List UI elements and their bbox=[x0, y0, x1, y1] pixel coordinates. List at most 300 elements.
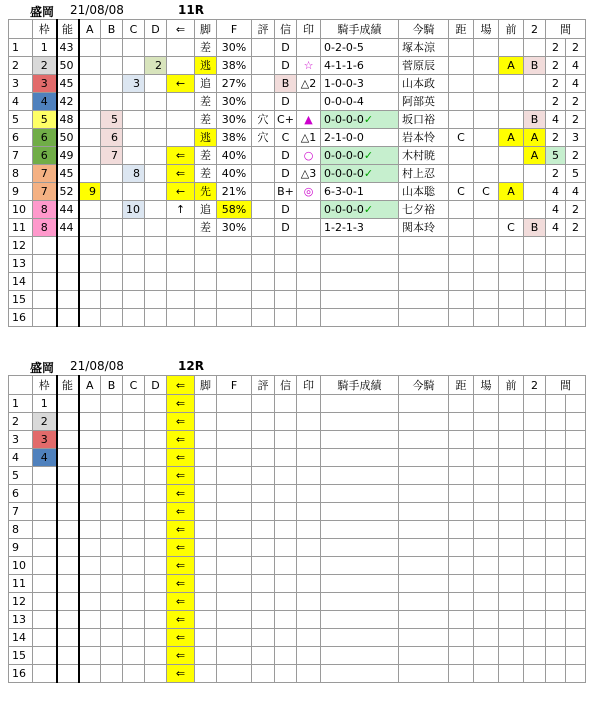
race12-col-course: 場 bbox=[474, 376, 499, 395]
cell-waku: 8 bbox=[33, 219, 57, 237]
cell-i1 bbox=[546, 467, 566, 485]
cell-waku: 2 bbox=[33, 413, 57, 431]
cell-prev bbox=[499, 413, 524, 431]
table-row bbox=[9, 431, 586, 449]
cell-trust: D bbox=[275, 147, 297, 165]
cell-waku bbox=[33, 237, 57, 255]
cell-c bbox=[123, 575, 145, 593]
cell-jockey bbox=[399, 557, 449, 575]
cell-a bbox=[79, 449, 101, 467]
cell-rating bbox=[252, 255, 275, 273]
cell-ability bbox=[57, 575, 79, 593]
cell-mark: ◎ bbox=[297, 183, 321, 201]
cell-c bbox=[123, 611, 145, 629]
cell-ability bbox=[57, 273, 79, 291]
cell-two: B bbox=[524, 57, 546, 75]
table-row bbox=[9, 665, 586, 683]
race11-table bbox=[8, 19, 586, 327]
cell-prev bbox=[499, 237, 524, 255]
cell-mark: ☆ bbox=[297, 57, 321, 75]
jockey-record-text: 1-0-0-3 bbox=[324, 77, 364, 90]
cell-arrow: ⇐ bbox=[167, 449, 195, 467]
cell-dist bbox=[449, 665, 474, 683]
cell-i2 bbox=[566, 413, 586, 431]
cell-record bbox=[321, 309, 399, 327]
cell-i2: 2 bbox=[566, 111, 586, 129]
cell-trust bbox=[275, 665, 297, 683]
cell-no: 12 bbox=[9, 237, 33, 255]
cell-a bbox=[79, 503, 101, 521]
cell-prev: C bbox=[499, 219, 524, 237]
cell-a bbox=[79, 467, 101, 485]
cell-jockey bbox=[399, 593, 449, 611]
cell-i2: 5 bbox=[566, 165, 586, 183]
cell-i1 bbox=[546, 273, 566, 291]
cell-a bbox=[79, 39, 101, 57]
cell-dist bbox=[449, 57, 474, 75]
cell-record bbox=[321, 165, 399, 183]
cell-b bbox=[101, 575, 123, 593]
cell-prev bbox=[499, 467, 524, 485]
cell-b: 7 bbox=[101, 147, 123, 165]
cell-dist bbox=[449, 219, 474, 237]
cell-ability bbox=[57, 503, 79, 521]
check-icon: ✓ bbox=[363, 203, 374, 216]
cell-style bbox=[195, 255, 217, 273]
race11-col-mark: 印 bbox=[297, 20, 321, 39]
table-row bbox=[9, 309, 586, 327]
cell-two bbox=[524, 485, 546, 503]
table-row bbox=[9, 147, 586, 165]
cell-two bbox=[524, 647, 546, 665]
jockey-record-text: 2-1-0-0 bbox=[324, 131, 364, 144]
table-row bbox=[9, 291, 586, 309]
cell-jockey: 菅原辰 bbox=[399, 57, 449, 75]
cell-i2 bbox=[566, 291, 586, 309]
cell-ability: 52 bbox=[57, 183, 79, 201]
cell-two bbox=[524, 75, 546, 93]
cell-f bbox=[217, 291, 252, 309]
cell-record bbox=[321, 575, 399, 593]
cell-f: 21% bbox=[217, 183, 252, 201]
cell-style bbox=[195, 539, 217, 557]
cell-i1 bbox=[546, 255, 566, 273]
cell-ability: 44 bbox=[57, 219, 79, 237]
cell-style bbox=[195, 611, 217, 629]
cell-i1 bbox=[546, 291, 566, 309]
cell-c bbox=[123, 273, 145, 291]
cell-d bbox=[145, 237, 167, 255]
cell-f bbox=[217, 413, 252, 431]
cell-prev bbox=[499, 449, 524, 467]
cell-f bbox=[217, 557, 252, 575]
cell-ability bbox=[57, 557, 79, 575]
table-row bbox=[9, 255, 586, 273]
cell-record bbox=[321, 93, 399, 111]
cell-waku: 8 bbox=[33, 201, 57, 219]
cell-i2: 2 bbox=[566, 147, 586, 165]
cell-b bbox=[101, 255, 123, 273]
cell-d bbox=[145, 129, 167, 147]
cell-two bbox=[524, 629, 546, 647]
cell-i2 bbox=[566, 665, 586, 683]
cell-course bbox=[474, 129, 499, 147]
cell-i1: 4 bbox=[546, 201, 566, 219]
race11-col-dist: 距 bbox=[449, 20, 474, 39]
cell-a bbox=[79, 93, 101, 111]
cell-f bbox=[217, 503, 252, 521]
cell-style: 追 bbox=[195, 75, 217, 93]
cell-mark bbox=[297, 503, 321, 521]
cell-no: 15 bbox=[9, 647, 33, 665]
cell-i2 bbox=[566, 503, 586, 521]
cell-style bbox=[195, 521, 217, 539]
cell-course bbox=[474, 449, 499, 467]
cell-prev bbox=[499, 201, 524, 219]
cell-mark bbox=[297, 237, 321, 255]
cell-prev bbox=[499, 111, 524, 129]
cell-mark bbox=[297, 273, 321, 291]
cell-prev bbox=[499, 39, 524, 57]
cell-d bbox=[145, 611, 167, 629]
cell-course bbox=[474, 629, 499, 647]
table-row bbox=[9, 575, 586, 593]
cell-ability bbox=[57, 647, 79, 665]
cell-record bbox=[321, 129, 399, 147]
cell-f bbox=[217, 395, 252, 413]
cell-prev bbox=[499, 309, 524, 327]
cell-rating bbox=[252, 593, 275, 611]
cell-style bbox=[195, 273, 217, 291]
cell-record bbox=[321, 219, 399, 237]
cell-arrow: ⇐ bbox=[167, 665, 195, 683]
cell-f bbox=[217, 449, 252, 467]
cell-c bbox=[123, 93, 145, 111]
cell-no: 4 bbox=[9, 449, 33, 467]
cell-arrow bbox=[167, 57, 195, 75]
cell-rating bbox=[252, 665, 275, 683]
race11-col-jockey: 今騎 bbox=[399, 20, 449, 39]
cell-course bbox=[474, 57, 499, 75]
cell-c bbox=[123, 255, 145, 273]
race12-table bbox=[8, 375, 586, 683]
cell-two bbox=[524, 273, 546, 291]
cell-no: 6 bbox=[9, 485, 33, 503]
cell-prev bbox=[499, 75, 524, 93]
cell-rating bbox=[252, 647, 275, 665]
cell-a: 9 bbox=[79, 183, 101, 201]
cell-record bbox=[321, 557, 399, 575]
cell-mark bbox=[297, 539, 321, 557]
race11-col-ability: 能 bbox=[57, 20, 79, 39]
cell-c bbox=[123, 129, 145, 147]
cell-jockey bbox=[399, 273, 449, 291]
race12-header bbox=[0, 356, 609, 374]
cell-course bbox=[474, 165, 499, 183]
cell-waku: 7 bbox=[33, 183, 57, 201]
cell-no: 13 bbox=[9, 255, 33, 273]
cell-prev bbox=[499, 93, 524, 111]
race11-col-no bbox=[9, 20, 33, 39]
cell-ability bbox=[57, 413, 79, 431]
cell-record bbox=[321, 593, 399, 611]
check-icon: ✓ bbox=[363, 113, 374, 126]
cell-dist bbox=[449, 521, 474, 539]
cell-prev: A bbox=[499, 129, 524, 147]
cell-course bbox=[474, 665, 499, 683]
cell-waku bbox=[33, 467, 57, 485]
cell-mark bbox=[297, 201, 321, 219]
cell-trust: C bbox=[275, 129, 297, 147]
jockey-record-text: 0-0-0-0 bbox=[324, 203, 364, 216]
cell-arrow: ⇐ bbox=[167, 503, 195, 521]
race12-col-ability: 能 bbox=[57, 376, 79, 395]
cell-arrow bbox=[167, 39, 195, 57]
cell-prev bbox=[499, 593, 524, 611]
cell-waku bbox=[33, 575, 57, 593]
cell-d bbox=[145, 449, 167, 467]
cell-jockey: 七夕裕 bbox=[399, 201, 449, 219]
cell-no: 6 bbox=[9, 129, 33, 147]
race11-col-style: 脚 bbox=[195, 20, 217, 39]
cell-c bbox=[123, 431, 145, 449]
cell-no: 13 bbox=[9, 611, 33, 629]
cell-course bbox=[474, 521, 499, 539]
cell-two bbox=[524, 611, 546, 629]
cell-rating bbox=[252, 201, 275, 219]
cell-course bbox=[474, 485, 499, 503]
cell-b bbox=[101, 467, 123, 485]
cell-style bbox=[195, 575, 217, 593]
cell-course bbox=[474, 575, 499, 593]
cell-arrow: ⇐ bbox=[167, 165, 195, 183]
table-row bbox=[9, 93, 586, 111]
cell-a bbox=[79, 75, 101, 93]
cell-i2 bbox=[566, 237, 586, 255]
cell-rating bbox=[252, 611, 275, 629]
cell-i2 bbox=[566, 395, 586, 413]
cell-course bbox=[474, 291, 499, 309]
cell-i1 bbox=[546, 611, 566, 629]
race11-col-rating: 評 bbox=[252, 20, 275, 39]
cell-ability: 44 bbox=[57, 201, 79, 219]
cell-dist bbox=[449, 557, 474, 575]
cell-prev bbox=[499, 165, 524, 183]
race12-col-jockey: 今騎 bbox=[399, 376, 449, 395]
cell-waku: 4 bbox=[33, 449, 57, 467]
cell-prev bbox=[499, 665, 524, 683]
race12-date: 21/08/08 bbox=[70, 359, 124, 373]
cell-two bbox=[524, 557, 546, 575]
cell-i2 bbox=[566, 431, 586, 449]
cell-f bbox=[217, 431, 252, 449]
cell-course bbox=[474, 557, 499, 575]
cell-a bbox=[79, 395, 101, 413]
cell-rating bbox=[252, 503, 275, 521]
cell-d bbox=[145, 431, 167, 449]
cell-no: 12 bbox=[9, 593, 33, 611]
cell-rating bbox=[252, 75, 275, 93]
cell-b bbox=[101, 309, 123, 327]
cell-i2 bbox=[566, 309, 586, 327]
cell-f: 40% bbox=[217, 165, 252, 183]
cell-ability bbox=[57, 237, 79, 255]
race12-col-jockey_record: 騎手成績 bbox=[321, 376, 399, 395]
cell-a bbox=[79, 557, 101, 575]
cell-jockey bbox=[399, 629, 449, 647]
cell-waku bbox=[33, 557, 57, 575]
cell-dist bbox=[449, 575, 474, 593]
race12-col-style: 脚 bbox=[195, 376, 217, 395]
cell-mark bbox=[297, 39, 321, 57]
race12-col-a: A bbox=[79, 376, 101, 395]
jockey-record-text: 6-3-0-1 bbox=[324, 185, 364, 198]
cell-style bbox=[195, 413, 217, 431]
cell-two bbox=[524, 539, 546, 557]
cell-d bbox=[145, 147, 167, 165]
race12-col-rating: 評 bbox=[252, 376, 275, 395]
cell-i1 bbox=[546, 521, 566, 539]
cell-arrow: ⇐ bbox=[167, 629, 195, 647]
cell-record bbox=[321, 431, 399, 449]
cell-jockey: 村上忍 bbox=[399, 165, 449, 183]
cell-b bbox=[101, 431, 123, 449]
cell-no: 11 bbox=[9, 219, 33, 237]
cell-record bbox=[321, 665, 399, 683]
cell-two: B bbox=[524, 219, 546, 237]
cell-two: B bbox=[524, 111, 546, 129]
race11-col-c: C bbox=[123, 20, 145, 39]
cell-d bbox=[145, 593, 167, 611]
cell-d bbox=[145, 647, 167, 665]
table-row bbox=[9, 557, 586, 575]
cell-trust: D bbox=[275, 201, 297, 219]
cell-no: 1 bbox=[9, 395, 33, 413]
race11-number: 11R bbox=[178, 3, 204, 17]
cell-waku bbox=[33, 521, 57, 539]
cell-i1: 2 bbox=[546, 39, 566, 57]
cell-rating bbox=[252, 237, 275, 255]
cell-c bbox=[123, 291, 145, 309]
cell-b bbox=[101, 611, 123, 629]
cell-waku bbox=[33, 273, 57, 291]
cell-rating bbox=[252, 557, 275, 575]
cell-i1 bbox=[546, 237, 566, 255]
cell-i2 bbox=[566, 449, 586, 467]
cell-mark bbox=[297, 557, 321, 575]
cell-trust bbox=[275, 611, 297, 629]
cell-d bbox=[145, 75, 167, 93]
table-row bbox=[9, 647, 586, 665]
cell-d bbox=[145, 503, 167, 521]
cell-i2 bbox=[566, 593, 586, 611]
cell-course bbox=[474, 93, 499, 111]
race11-col-prev: 前 bbox=[499, 20, 524, 39]
cell-ability: 48 bbox=[57, 111, 79, 129]
cell-dist bbox=[449, 629, 474, 647]
cell-jockey bbox=[399, 485, 449, 503]
cell-a bbox=[79, 611, 101, 629]
cell-no: 5 bbox=[9, 111, 33, 129]
cell-two bbox=[524, 413, 546, 431]
cell-d bbox=[145, 219, 167, 237]
cell-waku bbox=[33, 291, 57, 309]
cell-b bbox=[101, 273, 123, 291]
cell-jockey: 岩本怜 bbox=[399, 129, 449, 147]
cell-trust: D bbox=[275, 57, 297, 75]
cell-i1: 2 bbox=[546, 165, 566, 183]
cell-b bbox=[101, 485, 123, 503]
cell-jockey bbox=[399, 309, 449, 327]
cell-d bbox=[145, 165, 167, 183]
cell-i2 bbox=[566, 629, 586, 647]
cell-jockey bbox=[399, 665, 449, 683]
cell-i1 bbox=[546, 485, 566, 503]
cell-rating bbox=[252, 147, 275, 165]
cell-waku: 3 bbox=[33, 75, 57, 93]
cell-ability bbox=[57, 449, 79, 467]
cell-f bbox=[217, 539, 252, 557]
cell-no: 9 bbox=[9, 539, 33, 557]
cell-waku bbox=[33, 309, 57, 327]
cell-ability bbox=[57, 431, 79, 449]
cell-trust: D bbox=[275, 219, 297, 237]
cell-mark: ▲ bbox=[297, 111, 321, 129]
race12-col-c: C bbox=[123, 376, 145, 395]
cell-d: 2 bbox=[145, 57, 167, 75]
cell-jockey bbox=[399, 611, 449, 629]
cell-course bbox=[474, 395, 499, 413]
cell-jockey bbox=[399, 255, 449, 273]
cell-c bbox=[123, 219, 145, 237]
race12-col-no bbox=[9, 376, 33, 395]
cell-d bbox=[145, 39, 167, 57]
cell-mark bbox=[297, 93, 321, 111]
cell-arrow bbox=[167, 111, 195, 129]
cell-record bbox=[321, 237, 399, 255]
cell-style: 差 bbox=[195, 219, 217, 237]
cell-i2: 2 bbox=[566, 201, 586, 219]
cell-dist bbox=[449, 593, 474, 611]
cell-prev bbox=[499, 395, 524, 413]
cell-waku bbox=[33, 593, 57, 611]
cell-arrow: ↑ bbox=[167, 201, 195, 219]
cell-no: 3 bbox=[9, 431, 33, 449]
cell-mark bbox=[297, 485, 321, 503]
cell-prev bbox=[499, 539, 524, 557]
race12-col-f: F bbox=[217, 376, 252, 395]
cell-mark bbox=[297, 575, 321, 593]
table-row bbox=[9, 611, 586, 629]
cell-no: 9 bbox=[9, 183, 33, 201]
cell-two bbox=[524, 39, 546, 57]
cell-prev bbox=[499, 147, 524, 165]
cell-b bbox=[101, 75, 123, 93]
cell-dist bbox=[449, 539, 474, 557]
cell-waku: 7 bbox=[33, 165, 57, 183]
cell-trust: D bbox=[275, 93, 297, 111]
cell-style bbox=[195, 431, 217, 449]
cell-b bbox=[101, 503, 123, 521]
cell-b bbox=[101, 201, 123, 219]
cell-jockey bbox=[399, 521, 449, 539]
cell-style: 差 bbox=[195, 39, 217, 57]
cell-mark bbox=[297, 611, 321, 629]
race12-col-interval: 間 bbox=[546, 376, 586, 395]
table-row bbox=[9, 111, 586, 129]
cell-i1 bbox=[546, 665, 566, 683]
cell-two bbox=[524, 255, 546, 273]
